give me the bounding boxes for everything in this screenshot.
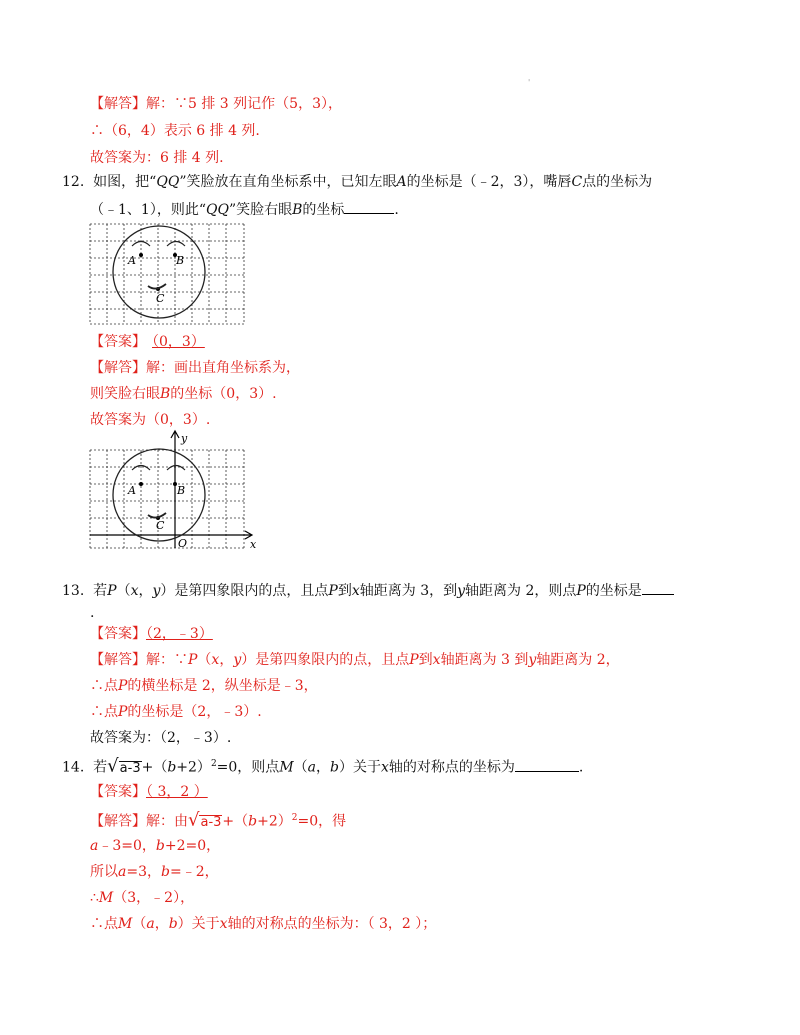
- q12-solution-line3: 故答案为（0，3）.: [90, 412, 211, 428]
- q12-answer: [90, 332, 205, 352]
- stem-text: 若: [93, 759, 108, 776]
- solution-var: M: [118, 916, 133, 932]
- solution-text: +2=0，: [164, 838, 221, 854]
- label-y-axis: y: [181, 432, 188, 445]
- stem-text: 轴距离为 3，到: [359, 583, 458, 599]
- solution-label: 【解答】: [90, 813, 146, 830]
- stem-text: ）是第四象限内的点，且点: [160, 583, 329, 599]
- sqrt-sign-icon: √: [188, 809, 200, 831]
- solution-var: y: [528, 652, 537, 668]
- q13-solution-line4: 故答案为：（2，﹣3）.: [90, 730, 232, 746]
- stem-text: 点的坐标为: [582, 174, 653, 190]
- stem-var: B: [292, 202, 303, 218]
- sqrt-sign-icon: √: [107, 755, 119, 777]
- solution-text: =﹣2，: [169, 864, 219, 880]
- qq-face-coordinate-figure: [88, 428, 260, 552]
- exponent: 2: [210, 759, 217, 769]
- solution-text: 则笑脸右眼: [90, 386, 160, 402]
- q12-stem-line1: [62, 172, 652, 192]
- q12-stem-line2: [90, 199, 399, 220]
- solution-text: +2）: [257, 813, 292, 830]
- q13-solution-line2: [90, 676, 318, 696]
- stem-text: （: [293, 759, 308, 776]
- solution-text: ）是第四象限内的点，且点: [241, 652, 410, 668]
- solution-text: 轴的对称点的坐标为：（ 3，2 ）；: [227, 916, 437, 932]
- stem-text: ”笑脸右眼: [228, 202, 293, 218]
- label-B: B: [176, 254, 185, 267]
- solution-var: b: [161, 864, 170, 880]
- stem-text: ”笑脸放在直角坐标系中，已知左眼: [179, 174, 397, 190]
- stem-var: P: [576, 583, 586, 599]
- q12-solution-line2: [90, 384, 277, 404]
- stem-text: 到: [337, 583, 352, 599]
- solution-var: a: [118, 864, 127, 880]
- solution-var: a: [146, 916, 155, 932]
- answer-label: 【答案】: [90, 334, 146, 350]
- q13-solution-line1: [90, 650, 620, 670]
- solution-text: （3，﹣2），: [113, 890, 195, 906]
- solution-var: B: [160, 386, 171, 402]
- solution-var: M: [98, 890, 114, 906]
- question-number: 12.: [62, 174, 85, 190]
- q13-stem-line1: [62, 580, 674, 601]
- solution-var: y: [233, 652, 242, 668]
- q14-solution-line5: [90, 914, 436, 934]
- stem-var: QQ: [156, 174, 180, 190]
- label-C: C: [156, 292, 165, 305]
- stem-var: x: [130, 583, 139, 599]
- q13-solution-line3: [90, 702, 262, 722]
- stem-text: 轴的对称点的坐标为: [388, 759, 515, 776]
- label-A: A: [128, 254, 136, 267]
- solution-var: P: [409, 652, 419, 668]
- solution-text: +（: [222, 813, 249, 830]
- q11-solution-line1: [90, 94, 342, 114]
- solution-text: 轴距离为 2，: [536, 652, 620, 668]
- stem-text: .: [394, 202, 399, 218]
- q14-solution-line3: [90, 862, 219, 882]
- stem-var: x: [351, 583, 360, 599]
- solution-text: ∴: [90, 890, 99, 906]
- stem-text: .: [578, 759, 584, 776]
- stem-var: M: [279, 759, 294, 776]
- solution-var: P: [188, 652, 198, 668]
- answer-value: （0，3）: [152, 334, 205, 350]
- solution-text: 所以: [90, 864, 118, 880]
- label-A: A: [128, 484, 136, 497]
- solution-text: 解：∵: [146, 652, 188, 668]
- solution-text: （: [132, 916, 147, 932]
- solution-var: b: [155, 838, 165, 854]
- answer-blank: [515, 757, 579, 772]
- stem-var: C: [571, 174, 583, 190]
- solution-text: 的坐标是（2，﹣3）.: [127, 704, 262, 720]
- solution-text: ∴点: [90, 916, 118, 932]
- q12-solution-line1: [90, 358, 300, 378]
- stem-text: 若: [93, 583, 108, 599]
- solution-var: P: [118, 678, 128, 694]
- q14-stem: [62, 754, 583, 778]
- stem-text: ，: [316, 759, 331, 776]
- solution-text: ，: [154, 916, 169, 932]
- solution-text: 轴距离为 3 到: [440, 652, 529, 668]
- stem-text: ，: [138, 583, 153, 599]
- stem-text: 的坐标是: [585, 583, 642, 599]
- solution-var: b: [248, 813, 258, 830]
- q14-solution-line4: [90, 888, 194, 908]
- stem-var: P: [328, 583, 338, 599]
- stem-var: QQ: [205, 202, 229, 218]
- solution-var: x: [211, 652, 220, 668]
- q14-solution-line2: [90, 836, 220, 856]
- solution-label: 【解答】: [90, 96, 146, 112]
- answer-blank: [344, 199, 394, 214]
- stem-var: P: [107, 583, 117, 599]
- solution-text: 解：∵5 排 3 列记作（5，3），: [146, 96, 342, 112]
- solution-var: x: [432, 652, 441, 668]
- corner-mark: ': [528, 78, 531, 87]
- label-x-axis: x: [250, 538, 257, 551]
- stem-var: y: [152, 583, 161, 599]
- label-B: B: [177, 484, 186, 497]
- stem-text: +2）: [176, 759, 211, 776]
- stem-text: =0，则点: [216, 759, 280, 776]
- solution-var: a: [90, 838, 99, 854]
- stem-text: 的坐标是（﹣2，3），嘴唇: [406, 174, 572, 190]
- radicand: a-3: [119, 760, 141, 776]
- solution-var: x: [219, 916, 228, 932]
- stem-text: +（: [141, 759, 168, 776]
- label-C: C: [156, 519, 165, 532]
- stem-var: a: [307, 759, 317, 776]
- solution-label: 【解答】: [90, 652, 146, 668]
- solution-var: P: [118, 704, 128, 720]
- stem-var: b: [330, 759, 339, 776]
- stem-text: （﹣1、1），则此“: [90, 202, 206, 218]
- solution-var: b: [168, 916, 178, 932]
- q11-solution-line3: 故答案为：6 排 4 列.: [90, 150, 224, 166]
- label-O: O: [178, 537, 188, 550]
- q11-solution-line2: ∴（6，4）表示 6 排 4 列.: [90, 123, 260, 139]
- answer-value: （2，﹣3）: [146, 626, 213, 642]
- solution-text: （: [197, 652, 212, 668]
- stem-var: y: [457, 583, 466, 599]
- stem-text: （: [116, 583, 131, 599]
- radicand: a-3: [200, 814, 222, 830]
- stem-text: 的坐标: [302, 202, 345, 218]
- stem-var: b: [167, 759, 177, 776]
- exponent: 2: [291, 813, 298, 823]
- solution-text: 到: [418, 652, 433, 668]
- solution-text: 解：画出直角坐标系为，: [146, 360, 300, 376]
- q13-answer: [90, 624, 213, 644]
- answer-label: 【答案】: [90, 626, 146, 642]
- solution-text: =3，: [126, 864, 161, 880]
- stem-var: x: [380, 759, 389, 776]
- solution-text: 的横坐标是 2，纵坐标是﹣3，: [127, 678, 318, 694]
- q14-solution-line1: [90, 808, 346, 832]
- answer-label: 【答案】: [90, 784, 146, 800]
- q14-answer: [90, 782, 208, 802]
- q13-stem-line2: .: [90, 605, 95, 621]
- question-number: 13.: [62, 583, 85, 599]
- solution-text: ∴点: [90, 678, 118, 694]
- solution-text: ，: [219, 652, 234, 668]
- solution-text: 解：由: [146, 813, 188, 830]
- stem-text: 轴距离为 2，则点: [465, 583, 577, 599]
- stem-text: ）关于: [338, 759, 381, 776]
- solution-text: ﹣3=0，: [98, 838, 156, 854]
- solution-text: ）关于: [177, 916, 220, 932]
- solution-label: 【解答】: [90, 360, 146, 376]
- solution-text: 的坐标（0，3）.: [170, 386, 277, 402]
- qq-face-figure: [88, 222, 246, 326]
- stem-text: 如图，把“: [93, 174, 157, 190]
- solution-text: ∴点: [90, 704, 118, 720]
- solution-text: =0，得: [297, 813, 347, 830]
- question-number: 14.: [62, 759, 85, 776]
- answer-value: （ 3，2 ）: [146, 784, 208, 800]
- answer-blank: [642, 580, 674, 595]
- stem-var: A: [396, 174, 407, 190]
